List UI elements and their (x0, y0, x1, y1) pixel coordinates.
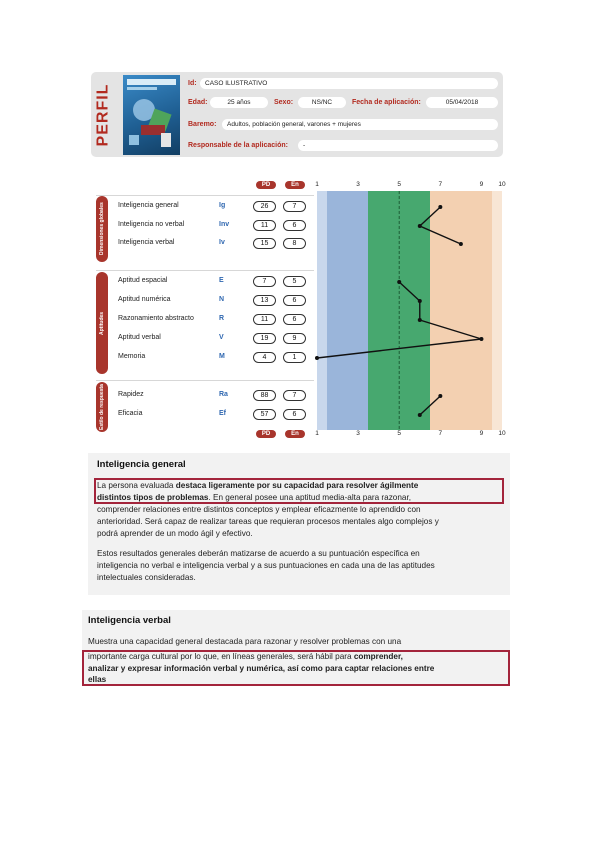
text-line (97, 517, 439, 526)
text-line (97, 505, 421, 514)
text-run: La persona evaluada (97, 481, 176, 490)
en-value-box: 6 (283, 314, 306, 325)
en-value-box: 1 (283, 352, 306, 363)
axis-tick-label: 3 (356, 181, 360, 188)
score-point (315, 356, 319, 360)
section-general-title: Inteligencia general (97, 459, 186, 470)
text-line (97, 561, 435, 570)
perfil-text: PERFIL (94, 83, 112, 147)
row-name: Inteligencia no verbal (118, 221, 185, 228)
row-name: Aptitud verbal (118, 334, 161, 341)
en-value-box: 6 (283, 409, 306, 420)
row-name: Eficacia (118, 410, 143, 417)
pd-value-box: 11 (253, 220, 276, 231)
row-abbreviation: V (219, 334, 224, 341)
section-verbal-title: Inteligencia verbal (88, 615, 171, 626)
score-point (418, 318, 422, 322)
row-abbreviation: Ra (219, 391, 228, 398)
column-header-pd: PD (256, 430, 276, 438)
text-line (97, 529, 253, 538)
score-point (397, 280, 401, 284)
pd-value-box: 57 (253, 409, 276, 420)
column-header-en: En (285, 181, 305, 189)
row-abbreviation: N (219, 296, 225, 303)
text-run: Muestra una capacidad general destacada para razonar y resolver problemas con una (88, 637, 402, 646)
text-run: importante carga cultural por lo que, en líneas generales, será hábil para (88, 652, 354, 661)
bold-text: analizar y expresar información verbal y numérica, así como para captar relaciones entre (88, 664, 435, 673)
score-point (438, 394, 442, 398)
score-point (418, 413, 422, 417)
axis-tick-label: 1 (315, 181, 319, 188)
bold-text: ellas (88, 675, 107, 684)
axis-tick-label: 5 (397, 430, 402, 437)
bold-text: comprender, (353, 652, 403, 661)
row-name: Inteligencia verbal (118, 239, 175, 246)
axis-tick-label: 9 (479, 181, 484, 188)
axis-tick-label: 3 (356, 430, 360, 437)
id-field: CASO ILUSTRATIVO (200, 78, 498, 89)
pd-value-box: 7 (253, 276, 276, 287)
text-run: comprender relaciones entre distintos conceptos y emplear eficazmente lo aprendido con (97, 505, 421, 514)
en-value-box: 6 (283, 220, 306, 231)
baremo-label: Baremo: (188, 121, 217, 128)
row-name: Inteligencia general (118, 202, 179, 209)
row-name: Aptitud espacial (118, 277, 168, 284)
row-name: Memoria (118, 353, 146, 360)
text-line (97, 549, 420, 558)
pd-value-box: 26 (253, 201, 276, 212)
text-run: podrá aprender de un modo ágil y efectivo. (97, 529, 253, 538)
en-value-box: 9 (283, 333, 306, 344)
row-name: Aptitud numérica (118, 296, 171, 303)
text-run: inteligencia no verbal e inteligencia verbal y a sus puntuaciones en cada una de las aptitudes (97, 561, 435, 570)
en-value-box: 7 (283, 201, 306, 212)
date-label: Fecha de aplicación: (352, 99, 421, 106)
row-abbreviation: R (219, 315, 225, 322)
column-header-pd: PD (256, 181, 276, 189)
pd-value-box: 11 (253, 314, 276, 325)
row-abbreviation: E (219, 277, 224, 284)
en-value-box: 7 (283, 390, 306, 401)
baremo-field: Adultos, población general, varones + mujeres (222, 119, 498, 130)
profile-line (420, 396, 441, 415)
row-abbreviation: Iv (219, 239, 225, 246)
highlight-box (94, 478, 504, 504)
sex-field: NS/NC (298, 97, 346, 108)
axis-tick-label: 10 (498, 430, 506, 437)
text-line (88, 637, 401, 646)
row-abbreviation: M (219, 353, 225, 360)
score-point (459, 242, 463, 246)
en-value-box: 5 (283, 276, 306, 287)
row-abbreviation: Inv (219, 221, 230, 228)
column-header-en: En (285, 430, 305, 438)
score-point (418, 224, 422, 228)
age-label: Edad: (188, 99, 208, 106)
text-run: anterioridad. Será capaz de realizar tareas que requieran procesos mentales algo complejos y (97, 517, 439, 526)
pd-value-box: 13 (253, 295, 276, 306)
text-run: . En general posee una aptitud media-alta para razonar, (208, 493, 412, 502)
age-field: 25 años (210, 97, 268, 108)
responsible-label: Responsable de la aplicación: (188, 142, 288, 149)
score-point (418, 299, 422, 303)
score-point (438, 205, 442, 209)
row-name: Razonamiento abstracto (118, 315, 194, 322)
pd-value-box: 88 (253, 390, 276, 401)
pd-value-box: 4 (253, 352, 276, 363)
highlight-box (82, 650, 510, 686)
sex-label: Sexo: (274, 99, 294, 106)
bold-text: destaca ligeramente por su capacidad para resolver ágilmente (175, 481, 419, 490)
axis-tick-label: 5 (397, 181, 402, 188)
text-run: intelectuales consideradas. (97, 573, 196, 582)
id-label: Id: (188, 80, 197, 87)
axis-tick-label: 10 (498, 181, 506, 188)
responsible-field: - (298, 140, 498, 151)
axis-tick-label: 7 (438, 430, 443, 437)
profile-line (420, 207, 461, 244)
text-run: Estos resultados generales deberán matizarse de acuerdo a su puntuación específica en (97, 549, 420, 558)
row-abbreviation: Ef (219, 410, 226, 417)
bold-text: distintos tipos de problemas (97, 493, 209, 502)
category-label: Estilo de respuesta (99, 384, 105, 430)
axis-tick-label: 7 (438, 181, 443, 188)
pd-value-box: 15 (253, 238, 276, 249)
axis-tick-label: 9 (479, 430, 484, 437)
en-value-box: 8 (283, 238, 306, 249)
date-field: 05/04/2018 (426, 97, 498, 108)
text-line (97, 573, 196, 582)
row-name: Rapidez (118, 391, 144, 398)
category-label: Dimensiones globales (99, 202, 105, 256)
category-label: Aptitudes (99, 311, 105, 335)
pd-value-box: 19 (253, 333, 276, 344)
axis-tick-label: 1 (315, 430, 319, 437)
row-abbreviation: Ig (219, 202, 226, 209)
score-point (479, 337, 483, 341)
en-value-box: 6 (283, 295, 306, 306)
